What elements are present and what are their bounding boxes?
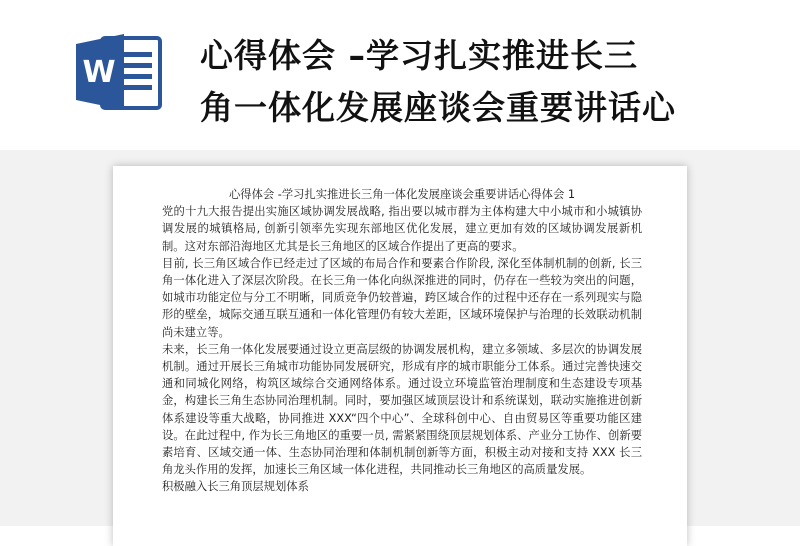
document-title: 心得体会 -学习扎实推进长三角一体化发展座谈会重要讲话心得体会 1 <box>228 188 576 201</box>
document-paragraph: 未来，长三角一体化发展要通过设立更高层级的协调发展机构，建立多领域、多层次的协调发展机制。通过开展长三角城市功能协同发展研究，形成有序的城市职能分工体系。通过完善快速交通和同城化网络，构筑区域综合交通网络体系。通过设立环境监管治理制度和生态建设专项基金，构建长三角生态协同治理机制。同时，要加强区域顶层设计和系统谋划，联动实施推进创新体系建设等重大战略，协同推进 XXX“四个中心”、全球科创中心、自由贸易区等重要功能区建设。在此过程中, 作为长三角地区的重要一员, 需紧紧围绕顶层规划体系、产业分工协作、创新要素培育、区域交通一体、生态协同治理和体制机制创新等方面，积极主动对接和支持 XXX 长三角龙头作用的发挥，加速长三角区域一体化进程，共同推动长三角地区的高质量发展。 <box>162 342 642 477</box>
document-body <box>162 186 642 496</box>
word-document-icon <box>74 32 166 112</box>
svg-text:W: W <box>82 55 116 90</box>
page-title-line-1: 心得体会 –学习扎实推进长三 <box>200 36 638 75</box>
document-page <box>113 166 687 546</box>
document-paragraph: 目前, 长三角区域合作已经走过了区域的布局合作和要素合作阶段, 深化至体制机制的创新, 长三角一体化进入了深层次阶段。在长三角一体化向纵深推进的同时，仍存在一些较为突出的问题，如城市功能定位与分工不明晰，同质竞争仍较普遍，跨区域合作的过程中还存在一系列现实与隐形的壁垒，城际交通互联互通和一体化管理仍有较大差距，区域环境保护与治理的长效联动机制尚未建立等。 <box>162 256 642 339</box>
document-subheading: 积极融入长三角顶层规划体系 <box>162 480 309 494</box>
header-banner <box>0 0 800 150</box>
document-preview-area <box>0 150 800 526</box>
document-paragraph: 党的十九大报告提出实施区域协调发展战略, 指出要以城市群为主体构建大中小城市和小城镇协调发展的城镇格局, 创新引领率先实现东部地区优化发展，建立更加有效的区域协调发展新机制。这对东部沿海地区尤其是长三角地区的区域合作提出了更高的要求。 <box>162 205 642 253</box>
page-title-line-2: 角一体化发展座谈会重要讲话心 <box>200 88 676 127</box>
